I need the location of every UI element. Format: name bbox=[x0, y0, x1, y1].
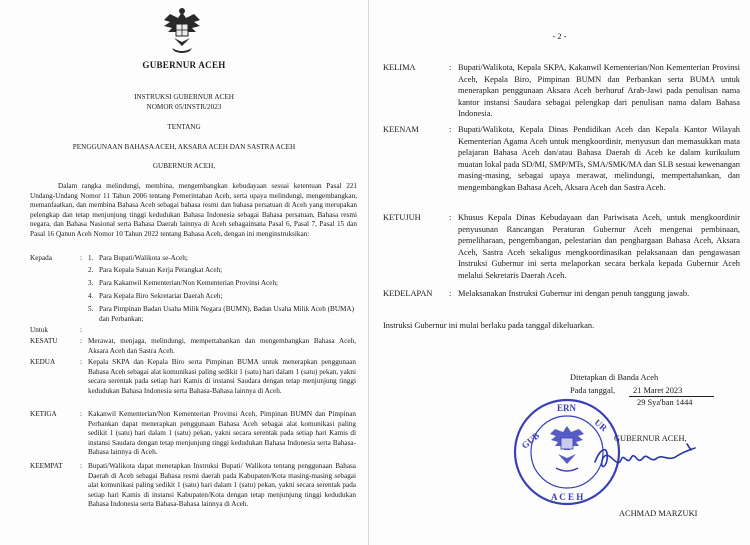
date-label: Pada tanggal, bbox=[570, 386, 616, 395]
section-label-ketujuh: KETUJUH bbox=[383, 213, 421, 222]
kepada-item-num: 2. bbox=[88, 266, 94, 274]
kepada-label: Kepada bbox=[30, 254, 52, 262]
kepada-item: Para Bupati/Walikota se-Aceh; bbox=[99, 254, 188, 262]
document-page-2 bbox=[369, 0, 750, 545]
section-text-kedua: Kepala SKPA dan Kepala Biro serta Pimpinan BUMA untuk menerapkan penggunaan Bahasa Aceh sebagai alat komunikasi paling sedikit 1 (satu) hari dalam 1 (satu) pekan, yakni secara serentak pada setiap hari Kamis di instansi Saudara dengan tetap menjunjung tinggi kedudukan Bahasa Indonesia serta Bahasa-Bahasa lainnya di Aceh. bbox=[88, 358, 356, 395]
kepada-item: Para Kepala Biro Sekretariat Daerah Aceh; bbox=[99, 292, 223, 300]
place-label: Ditetapkan di Banda Aceh bbox=[570, 373, 659, 382]
date-masehi: 21 Maret 2023 bbox=[633, 386, 683, 395]
svg-text:UR: UR bbox=[592, 417, 610, 434]
kepada-item-num: 3. bbox=[88, 279, 94, 287]
colon: : bbox=[449, 63, 452, 72]
section-label-kelima: KELIMA bbox=[383, 63, 416, 72]
signer-name: ACHMAD MARZUKI bbox=[619, 509, 698, 518]
svg-text:A C E H: A C E H bbox=[551, 492, 584, 502]
svg-text:ERN: ERN bbox=[557, 403, 577, 413]
instruction-title: INSTRUKSI GUBERNUR ACEH bbox=[134, 93, 234, 101]
colon: : bbox=[449, 125, 452, 134]
section-text-keenam: Bupati/Walikota, Kepala Dinas Pendidikan Aceh dan Kepala Kantor Wilayah Kementerian Agama Aceh untuk mengkoordinir, menyusun dan memasukkan mata pelajaran Bahasa Aceh dan/atau Bahasa Daerah di Aceh ke dalam kurikulum muatan lokal pada SD/MI, SMP/MTs, SMA/SMK/MA dan SLB sesuai kewenangan masing-masing, sebagai upaya merawat, melindungi, mempertahankan, dan mengembangkan Bahasa Aceh, Aksara Aceh dan Sastra Aceh. bbox=[458, 125, 740, 192]
kepada-item: Para Kakanwil Kementerian/Non Kementerian Provinsi Aceh; bbox=[99, 279, 279, 287]
colon: : bbox=[80, 358, 82, 366]
kepada-item-num: 5. bbox=[88, 305, 94, 313]
signature-icon bbox=[591, 440, 701, 474]
kepada-item-num: 4. bbox=[88, 292, 94, 300]
section-text-kedelapan: Melaksanakan Instruksi Gubernur ini dengan penuh tanggung jawab. bbox=[458, 289, 690, 298]
colon: : bbox=[80, 337, 82, 345]
section-label-kedelapan: KEDELAPAN bbox=[383, 289, 433, 298]
section-label-keempat: KEEMPAT bbox=[30, 462, 63, 470]
colon: : bbox=[80, 462, 82, 470]
kepada-item: Para Kepala Satuan Kerja Perangkat Aceh; bbox=[99, 266, 223, 274]
colon: : bbox=[80, 254, 82, 262]
page-number: - 2 - bbox=[552, 32, 567, 41]
colon: : bbox=[80, 326, 82, 334]
issuer-label: GUBERNUR ACEH, bbox=[152, 162, 216, 170]
colon: : bbox=[449, 213, 452, 222]
subject-title: PENGGUNAAN BAHASA ACEH, AKSARA ACEH DAN SASTRA ACEH bbox=[72, 143, 296, 151]
section-label-kesatu: KESATU bbox=[30, 337, 58, 345]
untuk-label: Untuk bbox=[30, 326, 48, 334]
colon: : bbox=[449, 289, 452, 298]
section-text-ketiga: Kakanwil Kementerian/Non Kementerian Provinsi Aceh, Pimpinan BUMN dan Pimpinan Perbankan dapat menerapkan penggunaan Bahasa Aceh sebagai alat komunikasi paling sedikit 1 (satu) hari dalam 1 (satu) pekan, yakni secara serentak pada setiap hari Kamis di instansi Saudara dengan tetap menjunjung tinggi kedudukan Bahasa Indonesia serta Bahasa-Bahasa lainnya di Aceh. bbox=[88, 410, 356, 457]
colon: : bbox=[80, 410, 82, 418]
section-label-kedua: KEDUA bbox=[30, 358, 56, 366]
section-label-keenam: KEENAM bbox=[383, 125, 419, 134]
kepada-item-num: 1. bbox=[88, 254, 94, 262]
preamble-paragraph: Dalam rangka melindungi, membina, mengembangkan kebudayaan sesuai ketentuan Pasal 221 Undang-Undang Nomor 11 Tahun 2006 tentang Pemerintahan Aceh, serta upaya melindungi, mengembangkan, memanfaatkan, dan membina Bahasa Aceh sebagai bahasa resmi dan bahasa persatuan di Aceh yang merupakan pelengkap dan tetap menjunjung tinggi kedudukan Bahasa Indonesia sebagai Bahasa persatuan, Bahasa resmi negara, dan Bahasa Nasional serta Bahasa Daerah lainnya di Aceh sebagaimana Pasal 6, Pasal 7, Pasal 15 dan Pasal 16 Qanun Aceh Nomor 10 Tahun 2022 tentang Bahasa Aceh, dengan ini menginstruksikan: bbox=[30, 182, 357, 238]
effective-statement: Instruksi Gubernur ini mulai berlaku pada tanggal dikeluarkan. bbox=[383, 321, 595, 330]
date-hijri: 29 Sya'ban 1444 bbox=[637, 398, 693, 407]
office-title: GUBERNUR ACEH bbox=[142, 60, 226, 70]
section-text-kesatu: Merawat, menjaga, melindungi, mempertahankan dan mengembangkan Bahasa Aceh, Aksara Aceh dan Sastra Aceh. bbox=[88, 337, 356, 355]
instruction-number: NOMOR 05/INSTR/2023 bbox=[146, 103, 222, 111]
signer-title: GUBERNUR ACEH, bbox=[614, 434, 687, 443]
section-label-ketiga: KETIGA bbox=[30, 410, 57, 418]
section-text-ketujuh: Khusus Kepala Dinas Kebudayaan dan Pariwisata Aceh, untuk mengkoordinir penyusunan Rancangan Peraturan Gubernur Aceh mengenai pembinaan, pemeliharaan, pengembangan, pelestarian dan penghargaan Bahasa Aceh, Aksara Aceh, Sastra Aceh sekaligus mengkoordinasikan pelaksanaan dan pengawasan Instruksi Gubernur ini serta melaporkan secara berkala kepada Gubernur Aceh melalui Sekretaris Daerah Aceh. bbox=[458, 213, 740, 280]
section-text-keempat: Bupati/Walikota dapat menetapkan Instruksi Bupati/ Walikota tentang penggunaan Bahasa Daerah di Aceh sebagai Bahasa resmi daerah pada Kabupaten/Kota masing-masing sebagai alat komunikasi paling sedikit 1 (satu) hari dalam 1 (satu) pekan, yakni secara serentak pada setiap hari Kamis di instansi Kabupaten/Kota dengan tetap menjunjung tinggi kedudukan Bahasa Indonesia serta Bahasa-Bahasa lainnya di Aceh. bbox=[88, 462, 356, 509]
kepada-item: Para Pimpinan Badan Usaha Milik Negara (BUMN), Badan Usaha Milik Aceh (BUMA) dan Perbankan; bbox=[99, 305, 354, 323]
svg-text:GUB: GUB bbox=[519, 430, 542, 451]
section-text-kelima: Bupati/Walikota, Kepala SKPA, Kakanwil Kementerian/Non Kementerian Provinsi Aceh, Kepala Biro, Pimpinan BUMN dan Perbankan serta BUMA untuk menerapkan penggunaan Aksara Aceh berhuruf Arab-Jawi pada penulisan nama kantor instansi Saudara sebagai pelengkap dari penulisan nama dalam Bahasa Indonesia. bbox=[458, 63, 740, 119]
document-page-1 bbox=[0, 0, 369, 545]
garuda-emblem-icon bbox=[160, 6, 204, 56]
about-label: TENTANG bbox=[167, 123, 201, 131]
